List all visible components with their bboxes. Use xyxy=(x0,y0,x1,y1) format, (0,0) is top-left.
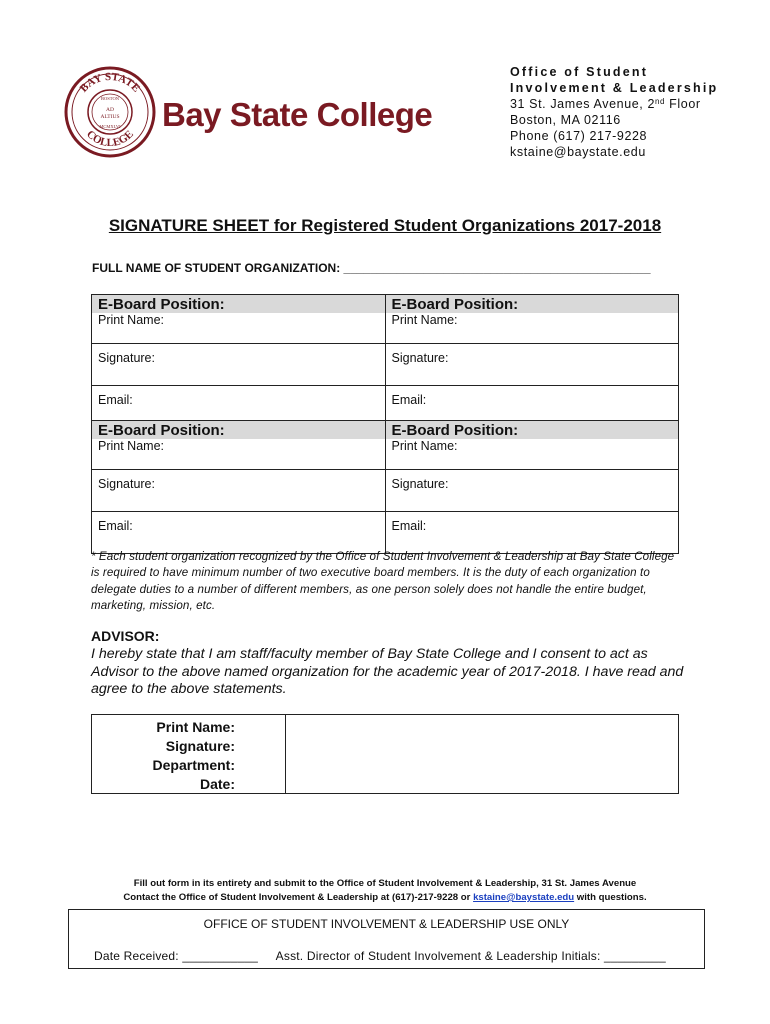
advisor-entry-area[interactable] xyxy=(286,715,678,793)
office-address-line2: Boston, MA 02116 xyxy=(510,113,621,127)
email-field[interactable]: Email: xyxy=(92,386,386,428)
signature-field[interactable]: Signature: xyxy=(385,344,679,386)
office-use-title: OFFICE OF STUDENT INVOLVEMENT & LEADERSHIP USE ONLY xyxy=(203,917,570,931)
office-name-line1: Office of Student xyxy=(510,65,649,79)
svg-text:ALTIUS: ALTIUS xyxy=(100,114,120,120)
office-address-line1: 31 St. James Avenue, 2nd Floor xyxy=(510,97,701,111)
email-field[interactable]: Email: xyxy=(92,512,386,554)
advisor-field-labels xyxy=(92,718,235,794)
eboard-table-2 xyxy=(91,420,679,554)
advisor-signature-label: Signature: xyxy=(165,738,235,754)
email-field[interactable]: Email: xyxy=(385,386,679,428)
signature-field[interactable]: Signature: xyxy=(385,470,679,512)
advisor-department-label: Department: xyxy=(152,757,235,773)
date-received-field[interactable]: Date Received: ___________ xyxy=(94,949,258,963)
advisor-date-label: Date: xyxy=(199,776,235,792)
organization-name-field[interactable]: FULL NAME OF STUDENT ORGANIZATION: ______________________________________________ xyxy=(92,261,651,275)
document-title: SIGNATURE SHEET for Registered Student Organizations 2017-2018 xyxy=(108,216,662,235)
office-phone: Phone (617) 217-9228 xyxy=(510,129,648,143)
advisor-heading: ADVISOR: xyxy=(91,628,160,644)
signature-field[interactable]: Signature: xyxy=(92,470,386,512)
svg-text:BAY STATE: BAY STATE xyxy=(77,70,143,95)
print-name-field[interactable]: Print Name: xyxy=(92,439,386,470)
advisor-print-name-label: Print Name: xyxy=(156,719,235,735)
director-initials-field[interactable]: Asst. Director of Student Involvement & Leadership Initials: _________ xyxy=(275,949,666,963)
office-name-line2: Involvement & Leadership xyxy=(510,81,719,95)
office-use-fields xyxy=(94,949,666,963)
print-name-field[interactable]: Print Name: xyxy=(92,313,386,344)
eboard-position-label[interactable]: E-Board Position: xyxy=(92,295,386,314)
instructions-line2: Contact the Office of Student Involvement & Leadership at (617)-217-9228 or kstaine@baystate.edu with questions. xyxy=(123,892,647,903)
svg-text:MCMXLVI: MCMXLVI xyxy=(99,124,121,129)
office-contact-block xyxy=(510,64,718,160)
eboard-position-label[interactable]: E-Board Position: xyxy=(92,421,386,440)
eboard-position-label[interactable]: E-Board Position: xyxy=(385,295,679,314)
print-name-field[interactable]: Print Name: xyxy=(385,313,679,344)
svg-text:AD: AD xyxy=(106,107,114,113)
email-field[interactable]: Email: xyxy=(385,512,679,554)
signature-field[interactable]: Signature: xyxy=(92,344,386,386)
eboard-position-label[interactable]: E-Board Position: xyxy=(385,421,679,440)
office-email: kstaine@baystate.edu xyxy=(510,145,646,159)
office-use-box xyxy=(68,909,705,969)
eboard-requirement-note: * Each student organization recognized by the Office of Student Involvement & Leadership at Bay State College is required to have minimum number of two executive board members. It is the duty of each organization to delegate duties to a number of different members, as one person solely does not handle the entire budget, marketing, mission, etc. xyxy=(91,550,675,612)
college-name: Bay State College xyxy=(162,96,433,133)
college-seal-logo xyxy=(64,66,156,158)
print-name-field[interactable]: Print Name: xyxy=(385,439,679,470)
advisor-statement: I hereby state that I am staff/faculty member of Bay State College and I consent to act as Advisor to the above named organization for the academic year of 2017-2018. I have read and agree to the above statements. xyxy=(91,646,684,697)
contact-email-link[interactable]: kstaine@baystate.edu xyxy=(473,892,575,903)
eboard-table-1 xyxy=(91,294,679,428)
svg-text:COLLEGE: COLLEGE xyxy=(84,128,136,150)
advisor-signature-table xyxy=(91,714,679,794)
svg-text:BOSTON: BOSTON xyxy=(101,96,119,101)
instructions-line1: Fill out form in its entirety and submit to the Office of Student Involvement & Leadership, 31 St. James Avenue xyxy=(133,878,637,889)
submission-instructions xyxy=(0,877,770,905)
